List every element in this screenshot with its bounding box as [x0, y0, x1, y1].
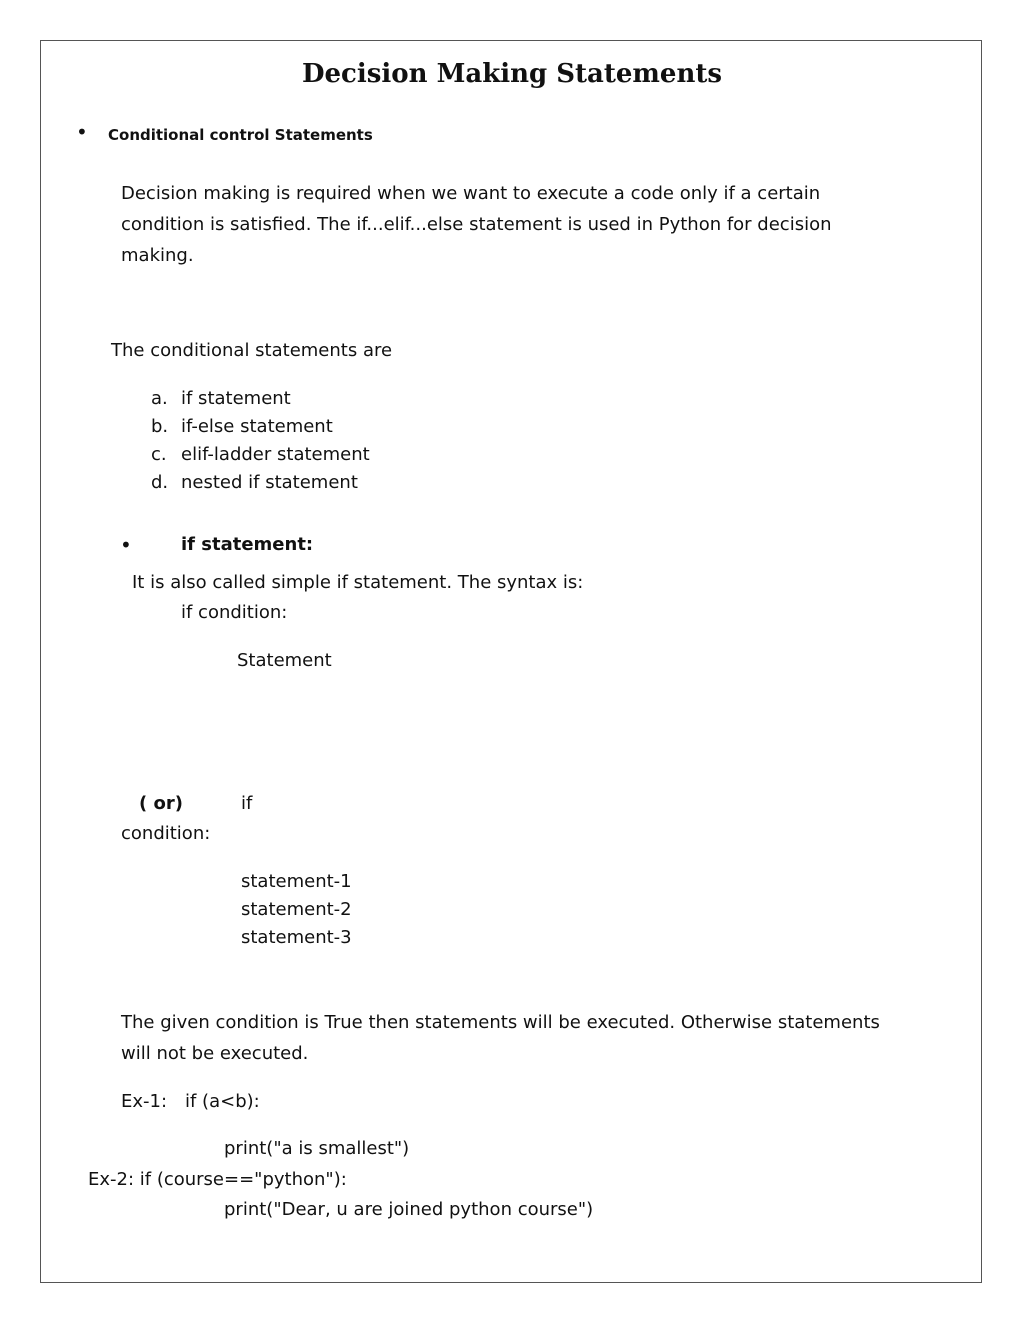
explanation-line: The given condition is True then statements will be executed. Otherwise statements [121, 1012, 880, 1033]
syntax-line: Statement [237, 650, 332, 671]
statement-line: statement-3 [241, 927, 352, 948]
paragraph-line: Decision making is required when we want to execute a code only if a certain [121, 183, 821, 204]
example-code: Ex-2: if (course=="python"): [88, 1169, 347, 1190]
explanation-line: will not be executed. [121, 1043, 309, 1064]
page-title: Decision Making Statements [301, 59, 723, 89]
example-code: print("a is smallest") [224, 1138, 410, 1159]
statement-line: statement-1 [241, 871, 352, 892]
list-item: elif-ladder statement [181, 444, 370, 465]
list-marker: c. [151, 444, 167, 465]
syntax-description: It is also called simple if statement. The syntax is: [132, 572, 584, 593]
list-marker: d. [151, 472, 169, 493]
paragraph-line: making. [121, 245, 194, 266]
list-marker: a. [151, 388, 168, 409]
syntax-line: condition: [121, 823, 211, 844]
syntax-line: if condition: [181, 602, 288, 623]
list-intro: The conditional statements are [111, 340, 393, 361]
example-code: print("Dear, u are joined python course") [224, 1199, 594, 1220]
section-heading-conditional: Conditional control Statements [108, 126, 373, 144]
syntax-line: if [241, 793, 253, 814]
example-label: Ex-1: [121, 1091, 168, 1112]
statement-line: statement-2 [241, 899, 352, 920]
bullet: • [76, 120, 88, 144]
bullet: • [120, 533, 132, 557]
example-code: if (a<b): [185, 1091, 260, 1112]
section-heading-if: if statement: [181, 534, 314, 555]
list-item: if statement [181, 388, 291, 409]
list-item: nested if statement [181, 472, 358, 493]
paragraph-line: condition is satisfied. The if...elif...else statement is used in Python for decision [121, 214, 832, 235]
list-marker: b. [151, 416, 169, 437]
list-item: if-else statement [181, 416, 333, 437]
or-label: ( or) [139, 793, 183, 814]
